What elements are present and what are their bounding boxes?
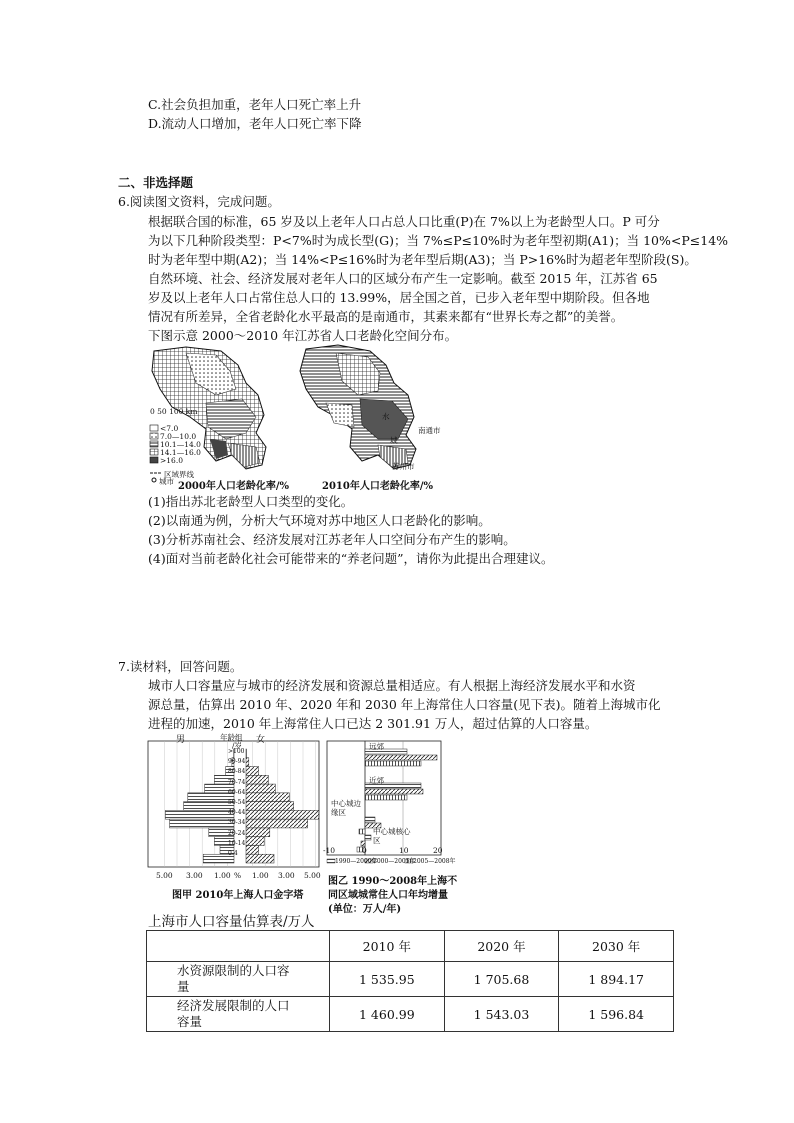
pyramid-age-label: 40-44 bbox=[228, 809, 246, 817]
table-header-cell bbox=[147, 931, 330, 962]
row-label-line: 经济发展限制的人口 bbox=[177, 998, 290, 1013]
pyramid-female-bar bbox=[246, 845, 259, 854]
pyramid-age-group-label: 年龄组 bbox=[220, 733, 243, 742]
table-row-label bbox=[147, 962, 330, 997]
map-place-label: 城 bbox=[390, 436, 398, 445]
table-row-label bbox=[147, 997, 330, 1032]
growth-legend-label: 1990—2000年 bbox=[335, 858, 378, 865]
row-label-line: 量 bbox=[177, 979, 190, 994]
growth-legend-label: 2005—2008年 bbox=[413, 858, 456, 865]
map-legend-label: 7.0—10.0 bbox=[160, 432, 197, 441]
pyramid-female-bar bbox=[246, 775, 268, 784]
table-cell: 1 705.68 bbox=[444, 962, 559, 997]
pyramid-male-label: 男 bbox=[176, 735, 186, 745]
pyramid-x-tick: 1.00 bbox=[252, 871, 269, 880]
pyramid-female-bar bbox=[246, 819, 308, 828]
table-cell: 1 460.99 bbox=[330, 997, 445, 1032]
pyramid-caption: 图甲 2010年上海人口金字塔 bbox=[172, 890, 304, 901]
pyramid-female-bar bbox=[246, 793, 289, 802]
growth-caption: (单位：万人/年) bbox=[328, 904, 402, 915]
table-cell: 1 535.95 bbox=[330, 962, 445, 997]
pyramid-female-bar bbox=[246, 758, 249, 767]
map-caption-2000: 2000年人口老龄化率/% bbox=[178, 481, 289, 492]
pyramid-age-label: 80-84 bbox=[228, 768, 246, 776]
pyramid-x-tick: 3.00 bbox=[278, 871, 295, 880]
growth-caption: 图乙 1990～2008年上海不 bbox=[328, 876, 458, 887]
map-legend-label: 14.1—16.0 bbox=[160, 448, 201, 457]
q6-para-line: 时为老年型中期(A2)；当 14%<P≤16%时为老年型后期(A3)；当 P>16%时为超老年型阶段(S)。 bbox=[148, 252, 697, 267]
q7-para-line: 城市人口容量应与城市的经济发展和资源总量相适应。有人根据上海经济发展水平和水资 bbox=[148, 678, 636, 693]
growth-region-label: 中心城边缘区 bbox=[331, 799, 361, 817]
pyramid-male-bar bbox=[184, 802, 234, 811]
jiangsu-aging-maps bbox=[146, 343, 441, 493]
q6-subquestion: (4)面对当前老龄化社会可能带来的“养老问题”，请你为此提出合理建议。 bbox=[148, 551, 554, 566]
pyramid-x-tick: % bbox=[234, 871, 242, 880]
region-growth-chart bbox=[323, 735, 456, 885]
section-heading: 二、非选择题 bbox=[118, 175, 194, 190]
pyramid-age-label: 60-64 bbox=[228, 788, 246, 796]
pyramid-x-tick: 3.00 bbox=[186, 871, 203, 880]
q6-stem: 6.阅读图文资料，完成问题。 bbox=[118, 194, 280, 209]
pyramid-age-label: 30-34 bbox=[228, 819, 246, 827]
pyramid-male-bar bbox=[170, 819, 234, 828]
pyramid-age-label: 20-24 bbox=[228, 829, 246, 837]
q6-para-line: 岁及以上老年人口占常住总人口的 13.99%，居全国之首，已步入老年型中期阶段。但各地 bbox=[148, 290, 650, 305]
row-label-line: 水资源限制的人口容 bbox=[177, 963, 290, 978]
table-row bbox=[147, 962, 674, 997]
q7-stem: 7.读材料，回答问题。 bbox=[118, 659, 243, 674]
table-header-cell: 2020 年 bbox=[444, 931, 559, 962]
pyramid-female-bar bbox=[246, 837, 264, 846]
pyramid-male-bar bbox=[165, 810, 234, 819]
map-2010 bbox=[300, 345, 416, 469]
pyramid-female-bar bbox=[246, 767, 259, 776]
growth-x-tick: 20 bbox=[433, 846, 443, 855]
q6-para-line: 下图示意 2000～2010 年江苏省人口老龄化空间分布。 bbox=[148, 328, 458, 343]
pyramid-age-label: 10-14 bbox=[228, 839, 246, 847]
option-d: D.流动人口增加，老年人口死亡率下降 bbox=[148, 116, 362, 131]
map-boundary-label: 区域界线 bbox=[164, 470, 194, 479]
map-legend-label: <7.0 bbox=[160, 424, 179, 433]
growth-caption: 同区域城常住人口年均增量 bbox=[328, 890, 448, 901]
pyramid-female-bar bbox=[246, 802, 294, 811]
capacity-table bbox=[146, 930, 674, 1032]
q7-para-line: 进程的加速，2010 年上海常住人口已达 2 301.91 万人，超过估算的人口容量。 bbox=[148, 716, 598, 731]
table-cell: 1 894.17 bbox=[559, 962, 674, 997]
q6-subquestion: (3)分析苏南社会、经济发展对江苏老年人口空间分布产生的影响。 bbox=[148, 532, 516, 547]
pyramid-age-label: >100 bbox=[228, 748, 245, 755]
table-cell: 1 543.03 bbox=[444, 997, 559, 1032]
growth-region-label: 远郊 bbox=[369, 742, 384, 751]
pyramid-female-bar bbox=[246, 810, 319, 819]
q6-subquestion: (2)以南通为例，分析大气环境对苏中地区人口老龄化的影响。 bbox=[148, 513, 491, 528]
pyramid-age-label: 50-54 bbox=[228, 799, 246, 806]
map-place-label: 南通市 bbox=[418, 426, 441, 435]
pyramid-x-tick: 5.00 bbox=[156, 871, 173, 880]
table-title: 上海市人口容量估算表/万人 bbox=[148, 914, 315, 930]
q6-para-line: 为以下几种阶段类型：P<7%时为成长型(G)；当 7%≤P≤10%时为老年型初期(A1)；当 10%<P≤14% bbox=[148, 233, 729, 248]
pyramid-age-label: 0-4 bbox=[228, 850, 238, 857]
map-legend-label: >16.0 bbox=[160, 456, 183, 465]
map-legend-label: 10.1—14.0 bbox=[160, 440, 201, 449]
map-scale-label: 0 50 100 km bbox=[150, 407, 198, 416]
table-cell: 1 596.84 bbox=[559, 997, 674, 1032]
growth-x-tick: -10 bbox=[323, 846, 336, 855]
q7-para-line: 源总量，估算出 2010 年、2020 年和 2030 年上海常住人口容量(见下表)。随着上海城市化 bbox=[148, 697, 661, 712]
table-header-cell: 2030 年 bbox=[559, 931, 674, 962]
map-city-label: 城市 bbox=[159, 477, 174, 486]
map-place-label: 水 bbox=[382, 412, 390, 421]
growth-legend-label: 2000—2005年 bbox=[373, 858, 416, 865]
option-c: C.社会负担加重，老年人口死亡率上升 bbox=[148, 97, 362, 112]
map-place-label: 苏州市 bbox=[392, 462, 415, 471]
row-label-line: 容量 bbox=[177, 1014, 203, 1029]
q6-subquestion: (1)指出苏北老龄型人口类型的变化。 bbox=[148, 494, 354, 509]
table-row bbox=[147, 997, 674, 1032]
pyramid-age-label: 70-74 bbox=[228, 778, 246, 786]
population-pyramid bbox=[146, 735, 321, 885]
map-caption-2010: 2010年人口老龄化率/% bbox=[322, 481, 433, 492]
growth-x-tick: 10 bbox=[399, 846, 409, 855]
pyramid-x-tick: 5.00 bbox=[304, 871, 321, 880]
pyramid-female-bar bbox=[246, 784, 275, 793]
pyramid-female-bar bbox=[246, 854, 274, 863]
growth-x-tick: 0 bbox=[362, 846, 367, 855]
growth-region-label: 中心城核心区 bbox=[373, 827, 411, 845]
pyramid-female-bar bbox=[246, 828, 270, 837]
growth-region-label: 近郊 bbox=[369, 776, 384, 785]
pyramid-female-label: 女 bbox=[256, 735, 266, 745]
q6-para-line: 情况有所差异，全省老龄化水平最高的是南通市，其素来都有“世界长寿之都”的美誉。 bbox=[148, 309, 624, 324]
q6-para-line: 根据联合国的标准，65 岁及以上老年人口占总人口比重(P)在 7%以上为老龄型人口。P 可分 bbox=[148, 214, 660, 229]
pyramid-age-label: 90-94 bbox=[228, 758, 246, 766]
pyramid-age-unit: /岁 bbox=[232, 741, 243, 750]
pyramid-x-tick: 1.00 bbox=[214, 871, 231, 880]
table-header-row bbox=[147, 931, 674, 962]
table-header-cell: 2010 年 bbox=[330, 931, 445, 962]
q6-para-line: 自然环境、社会、经济发展对老年人口的区域分布产生一定影响。截至 2015 年，江苏省 65 bbox=[148, 271, 658, 286]
